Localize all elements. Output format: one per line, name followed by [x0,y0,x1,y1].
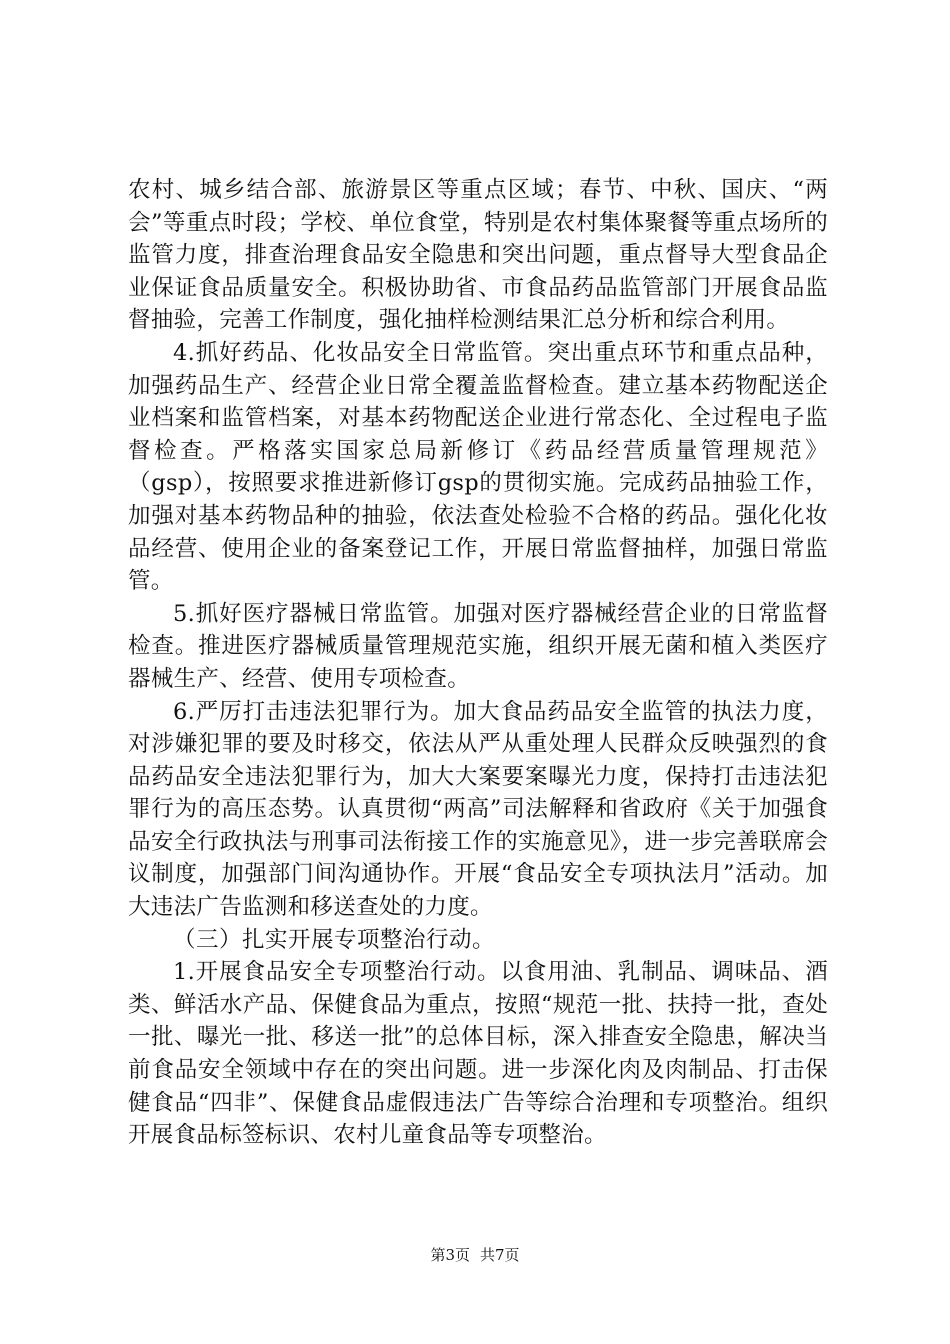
page-footer [0,1245,950,1265]
paragraph-item-6: 6.严厉打击违法犯罪行为。加大食品药品安全监管的执法力度，对涉嫌犯罪的要及时移交，依法从严从重处理人民群众反映强烈的食品药品安全违法犯罪行为，加大大案要案曝光力度，保持打击违法犯罪行为的高压态势。认真贯彻“两高”司法解释和省政府《关于加强食品安全行政执法与刑事司法衔接工作的实施意见》，进一步完善联席会议制度，加强部门间沟通协作。开展“食品安全专项执法月”活动。加大违法广告监测和移送查处的力度。 [128,698,828,921]
paragraph-item-1: 1.开展食品安全专项整治行动。以食用油、乳制品、调味品、酒类、鲜活水产品、保健食品为重点，按照“规范一批、扶持一批，查处一批、曝光一批、移送一批”的总体目标，深入排查安全隐患，解决当前食品安全领域中存在的突出问题。进一步深化肉及肉制品、打击保健食品“四非”、保健食品虚假违法广告等综合治理和专项整治。组织开展食品标签标识、农村儿童食品等专项整治。 [128,959,828,1149]
paragraph-continuation: 农村、城乡结合部、旅游景区等重点区域；春节、中秋、国庆、“两会”等重点时段；学校、单位食堂，特别是农村集体聚餐等重点场所的监管力度，排查治理食品安全隐患和突出问题，重点督导大型食品企业保证食品质量安全。积极协助省、市食品药品监管部门开展食品监督抽验，完善工作制度，强化抽样检测结果汇总分析和综合利用。 [128,177,828,334]
document-body [128,174,828,1152]
page-total: 共7页 [480,1246,520,1264]
paragraph-item-5: 5.抓好医疗器械日常监管。加强对医疗器械经营企业的日常监督检查。推进医疗器械质量管理规范实施，组织开展无菌和植入类医疗器械生产、经营、使用专项检查。 [128,600,828,692]
paragraph-item-4: 4.抓好药品、化妆品安全日常监管。突出重点环节和重点品种，加强药品生产、经营企业日常全覆盖监督检查。建立基本药物配送企业档案和监管档案，对基本药物配送企业进行常态化、全过程电子监督检查。严格落实国家总局新修订《药品经营质量管理规范》（gsp），按照要求推进新修订gsp的贯彻实施。完成药品抽验工作，加强对基本药物品种的抽验，依法查处检验不合格的药品。强化化妆品经营、使用企业的备案登记工作，开展日常监督抽样，加强日常监管。 [128,339,828,595]
section-heading: （三）扎实开展专项整治行动。 [173,926,496,953]
page-number: 第3页 [430,1246,470,1264]
